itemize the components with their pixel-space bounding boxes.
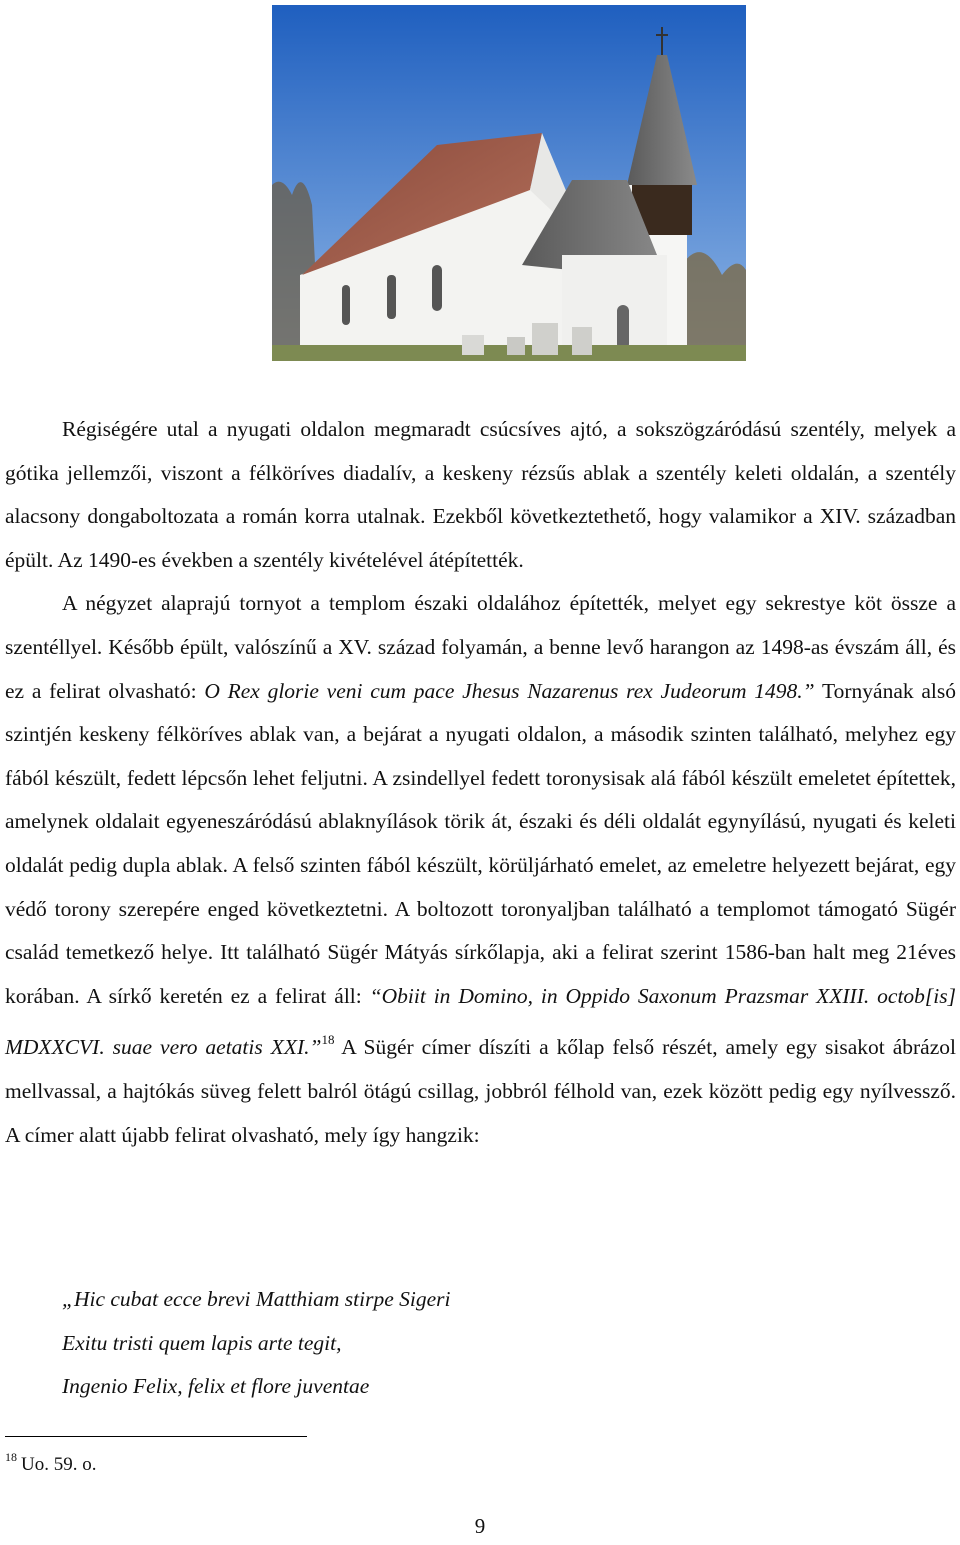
footnote [5, 1450, 96, 1476]
body-text [5, 408, 956, 1157]
poem-line: „Hic cubat ecce brevi Matthiam stirpe Sigeri [62, 1287, 451, 1311]
paragraph-2-part-b: Tornyának alsó szintjén keskeny félköríves ablak van, a bejárat a nyugati oldalon, a második szinten található, melyhez egy fából készült, fedett lépcsőn lehet feljutni. A zsindellyel fedett toronysisak alá fából készült emeletet építettek, amelynek oldalait egyeneszáródású ablaknyílások törik át, északi és déli oldalát egynyílású, nyugati és keleti oldalát pedig dupla ablak. A felső szinten fából készült, körüljárható emelet, az emeletre helyezett bejárat, egy védő torony szerepére enged következtetni. A boltozott toronyaljban található a templomot támogató Sügér család temetkező helye. Itt található Sügér Mátyás sírkőlapja, aki a felirat szerint 1586-ban halt meg 21éves korában. A sírkő keretén ez a felirat áll: [5, 678, 956, 1008]
bell-inscription-quote: O Rex glorie veni cum pace Jhesus Nazarenus rex Judeorum 1498.” [204, 678, 815, 703]
page-number: 9 [474, 1514, 486, 1538]
church-photo [272, 5, 746, 361]
poem-line: Exitu tristi quem lapis arte tegit, [62, 1330, 342, 1355]
paragraph-2-part-a: A négyzet alaprajú tornyot a templom északi oldalához építették, melyet egy sekrestye köt össze a szentéllyel. Később épült, valószínű a XV. század folyamán, a benne levő harangon az 1498-as évszám áll, és ez a felirat olvasható: [5, 591, 956, 703]
footnote-divider [5, 1436, 307, 1437]
footnote-reference: 18 [321, 1032, 335, 1048]
paragraph-2-part-c: A Sügér címer díszíti a kőlap felső részét, amely egy sisakot ábrázol mellvassal, a hajtókás süveg felett balról ötágú csillag, jobbról félhold van, ezek között pedig egy nyílvessző. A címer alatt újabb felirat olvasható, mely így hangzik: [5, 1035, 956, 1147]
paragraph-1: Régiségére utal a nyugati oldalon megmaradt csúcsíves ajtó, a sokszögzáródású szentély, melyek a gótika jellemzői, viszont a félköríves diadalív, a keskeny rézsűs ablak a szentély keleti oldalán, a szentély alacsony dongaboltozata a román korra utalnak. Ezekből következtethető, hogy valamikor a XIV. században épült. Az 1490-es években a szentély kivételével átépítették. [5, 417, 956, 572]
tombstone-inscription-quote: “Obiit in Domino, in Oppido Saxonum Prazsmar XXIII. octob[is] MDXXCVI. suae vero aetatis XXI.” [5, 983, 956, 1060]
footnote-number: 18 [5, 1450, 17, 1464]
poem-block [62, 1278, 451, 1409]
poem-line: Ingenio Felix, felix et flore juventae [62, 1374, 370, 1399]
paragraph-2 [5, 582, 956, 1157]
footnote-text: Uo. 59. o. [21, 1454, 97, 1475]
